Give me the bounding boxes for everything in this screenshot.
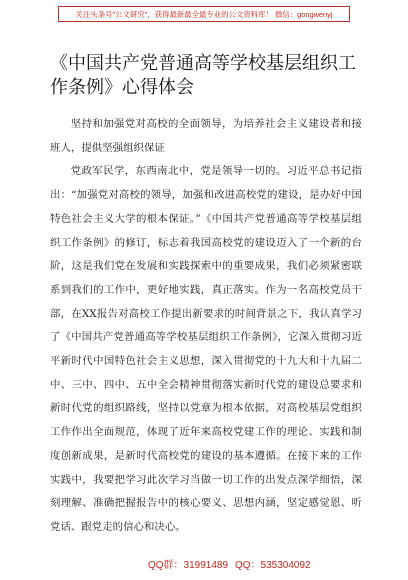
footer-contact: [0, 556, 408, 570]
body-paragraph-intro: 坚持和加强党对高校的全面领导，为培养社会主义建设者和接班人，提供坚强组织保证: [50, 118, 362, 154]
promo-banner-text: 关注头条号"公文研究"，获得最新最全最专业的公文资料库！ 微信：gongwenyj: [75, 9, 333, 19]
promo-banner: [58, 6, 350, 22]
document-title: 《中国共产党普通高等学校基层组织工作条例》心得体会: [50, 53, 356, 98]
document-body: [50, 113, 362, 540]
footer-qq-number: QQ：535304092: [235, 560, 311, 571]
footer-qq-group: QQ群：31991489: [148, 560, 229, 571]
body-paragraph-main: 党政军民学，东西南北中，党是领导一切的。习近平总书记指出：“加强党对高校的领导，加强和改进高校党的建设，是办好中国特色社会主义大学的根本保证。”《中国共产党普通高等学校基层组织工作条例》的修订，标志着我国高校党的建设迈入了一个新的台阶，这是我们党在发展和实践探索中的重要成果，我们必须紧密联系到我们的工作中，更好地实践，真正落实。作为一名高校党员干部，在XX报告对高校工作提出新要求的时间背景之下，我认真学习了《中国共产党普通高等学校基层组织工作条例》，它深入贯彻习近平新时代中国特色社会主义思想，深入贯彻党的十九大和十九届二中、三中、四中、五中全会精神贯彻落实新时代党的建设总要求和新时代党的组织路线，坚持以党章为根本依据，对高校基层党组织工作作出全面规范，体现了近年来高校党建工作的理论、实践和制度创新成果，是新时代高校党的建设的基本遵循。在接下来的工作实践中，我要把学习此次学习当做一切工作的出发点深学细悟，深刻理解、准确把握报告中的核心要义、思想内涵，坚定感觉恩、听党话、跟党走的信心和决心。: [50, 165, 362, 533]
